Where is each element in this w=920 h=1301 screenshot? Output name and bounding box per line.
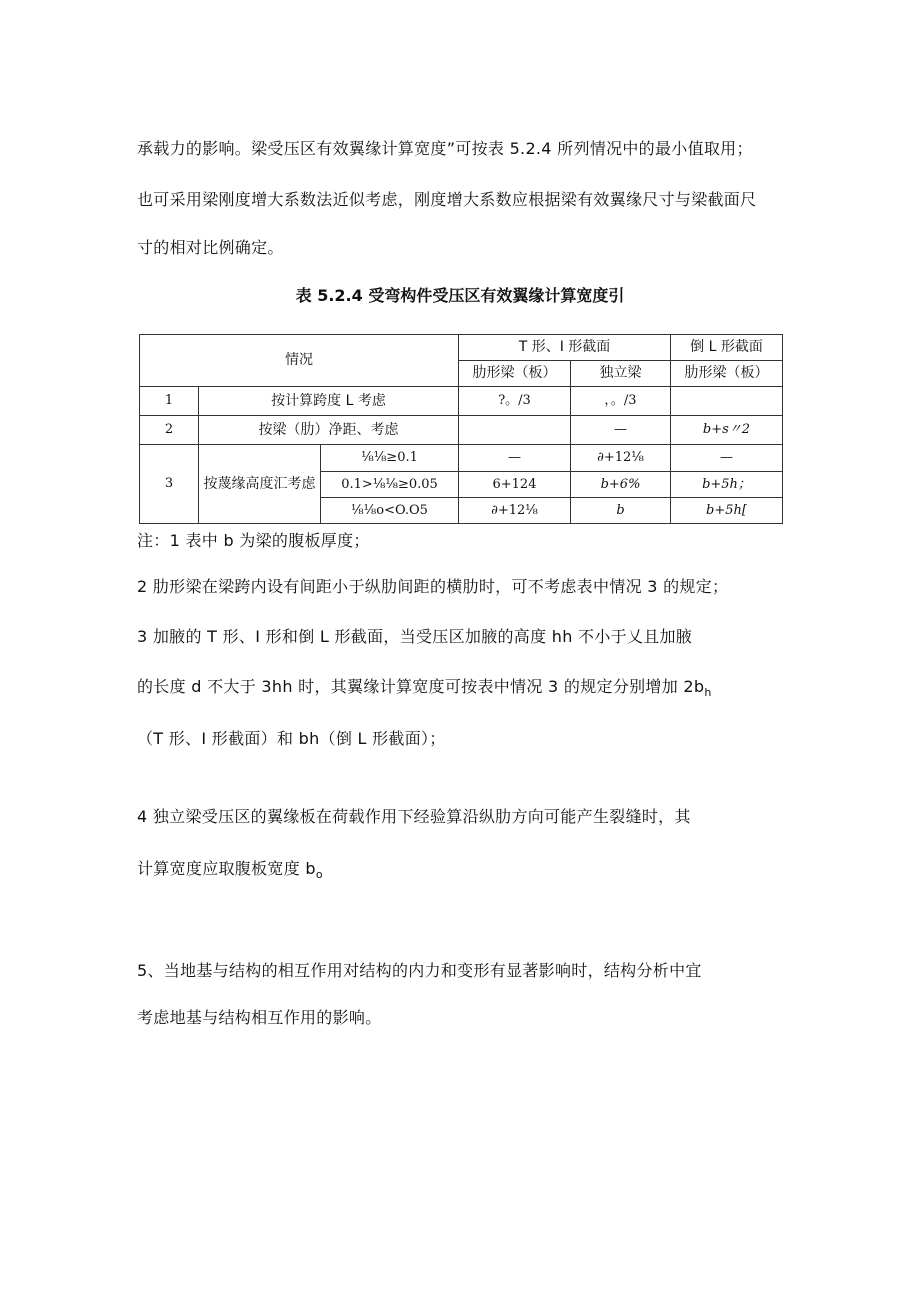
row-number: 2 xyxy=(140,416,199,445)
cell-independent: — xyxy=(571,416,671,445)
header-t-section: T 形、I 形截面 xyxy=(459,335,671,361)
note-3-line-3: （T 形、I 形截面）和 bh（倒 L 形截面）； xyxy=(137,729,446,748)
row-number: 1 xyxy=(140,387,199,416)
note-4-line-1: 4 独立梁受压区的翼缘板在荷载作用下经验算沿纵肋方向可能产生裂缝时，其 xyxy=(137,807,691,826)
header-independent-beam: 独立梁 xyxy=(571,361,671,387)
cell-inv-l: — xyxy=(671,445,783,472)
flange-width-table xyxy=(139,334,783,524)
table-row xyxy=(140,416,783,445)
note-3-line-1: 3 加腋的 T 形、I 形和倒 L 形截面，当受压区加腋的高度 hh 不小于乂且加腋 xyxy=(137,627,693,646)
cell-inv-l: b+5h[ xyxy=(671,498,783,524)
paragraph-1-line-3: 寸的相对比例确定。 xyxy=(137,238,284,257)
header-ribbed-beam: 肋形梁（板） xyxy=(459,361,571,387)
cell-condition: ⅛⅛o<O.O5 xyxy=(321,498,459,524)
note-4-line-2 xyxy=(137,856,323,882)
row-number: 3 xyxy=(140,445,199,524)
table-title: 表 5.2.4 受弯构件受压区有效翼缘计算宽度引 xyxy=(295,286,625,305)
paragraph-5-line-2: 考虑地基与结构相互作用的影响。 xyxy=(137,1008,382,1027)
note-4-line-2-text: 计算宽度应取腹板宽度 b xyxy=(137,859,316,878)
cell-inv-l: b+5h； xyxy=(671,472,783,498)
header-inv-l-section: 倒 L 形截面 xyxy=(671,335,783,361)
cell-independent: b+6% xyxy=(571,472,671,498)
cell-independent: ∂+12⅛ xyxy=(571,445,671,472)
paragraph-1-line-1: 承载力的影响。梁受压区有效翼缘计算宽度”可按表 5.2.4 所列情况中的最小值取用； xyxy=(137,139,753,158)
note-4-line-2-subscript: o xyxy=(315,868,323,882)
cell-independent: ，。/3 xyxy=(571,387,671,416)
cell-ribbed: 6+124 xyxy=(459,472,571,498)
header-ribbed-beam-2: 肋形梁（板） xyxy=(671,361,783,387)
table-row xyxy=(140,445,783,472)
cell-independent: b xyxy=(571,498,671,524)
cell-condition: ⅛⅛≥0.1 xyxy=(321,445,459,472)
header-situation: 情况 xyxy=(140,335,459,387)
note-2: 2 肋形梁在梁跨内设有间距小于纵肋间距的横肋时，可不考虑表中情况 3 的规定； xyxy=(137,577,729,596)
cell-ribbed: — xyxy=(459,445,571,472)
note-3-line-2-subscript: h xyxy=(704,686,712,700)
note-3-line-2-text: 的长度 d 不大于 3hh 时，其翼缘计算宽度可按表中情况 3 的规定分别增加 2b xyxy=(137,677,705,696)
cell-ribbed: ∂+12⅛ xyxy=(459,498,571,524)
row-label: 按梁（肋）净距、考虑 xyxy=(199,416,459,445)
cell-ribbed xyxy=(459,416,571,445)
note-1: 注：1 表中 b 为梁的腹板厚度； xyxy=(137,531,370,550)
cell-condition: 0.1>⅛⅛≥0.05 xyxy=(321,472,459,498)
table-row xyxy=(140,387,783,416)
row-label: 按蔑缘高度汇考虑 xyxy=(199,445,321,524)
cell-inv-l xyxy=(671,387,783,416)
cell-inv-l: b+s〃2 xyxy=(671,416,783,445)
table-header-row xyxy=(140,335,783,361)
row-label: 按计算跨度 L 考虑 xyxy=(199,387,459,416)
note-3-line-2 xyxy=(137,674,712,700)
cell-ribbed: ?。/3 xyxy=(459,387,571,416)
paragraph-5-line-1: 5、当地基与结构的相互作用对结构的内力和变形有显著影响时，结构分析中宜 xyxy=(137,961,702,980)
paragraph-1-line-2: 也可采用梁刚度增大系数法近似考虑，刚度增大系数应根据梁有效翼缘尺寸与梁截面尺 xyxy=(137,190,757,209)
